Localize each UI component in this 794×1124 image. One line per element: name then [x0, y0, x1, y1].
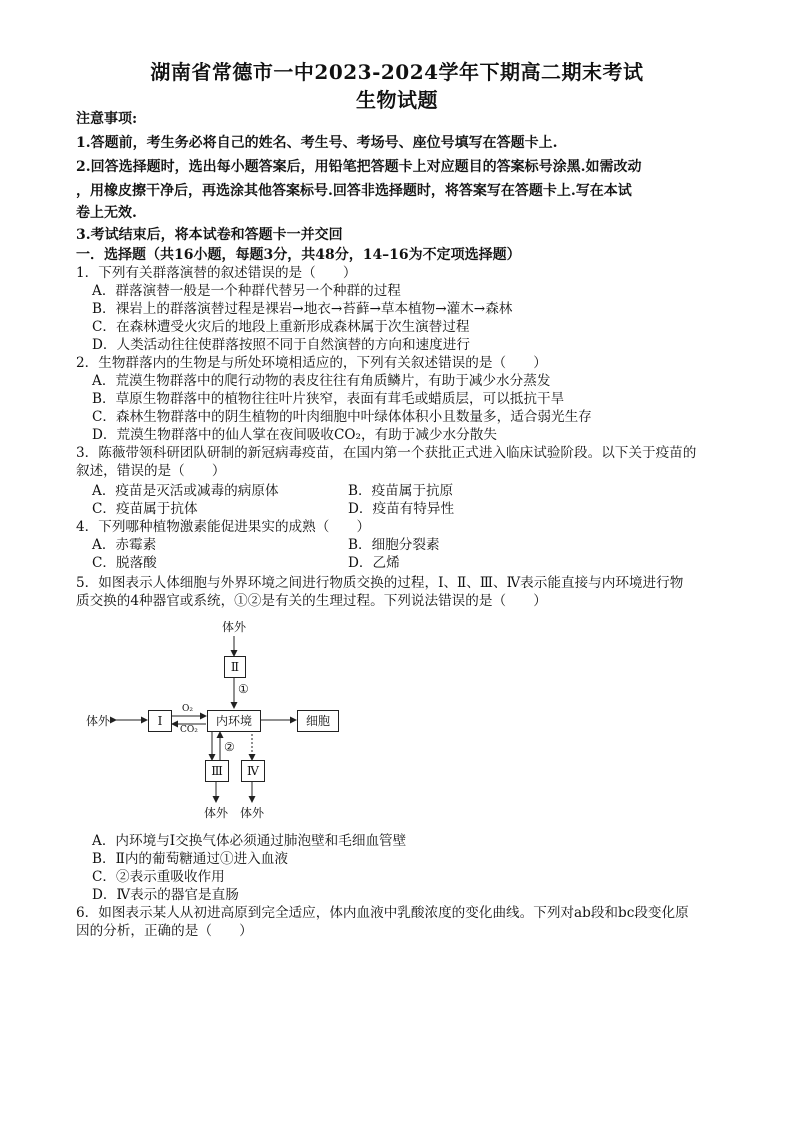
question-2-option-b: B．草原生物群落中的植物往往叶片狭窄，表面有茸毛或蜡质层，可以抵抗干旱 [92, 391, 565, 407]
note-item: ，用橡皮擦干净后，再选涂其他答案标号.回答非选择题时，将答案写在答题卡上.写在本试 [76, 183, 632, 199]
question-6-stem-cont: 因的分析，正确的是（ ） [76, 923, 253, 939]
question-3-option-b: B．疫苗属于抗原 [348, 483, 454, 499]
note-item: 3.考试结束后，将本试卷和答题卡一并交回 [76, 227, 343, 243]
notes-heading: 注意事项: [76, 111, 138, 127]
cell-box: 细胞 [297, 710, 339, 732]
o2-label: O₂ [182, 704, 193, 714]
question-4-stem: 4．下列哪种植物激素能促进果实的成熟（ ） [76, 519, 371, 535]
box-iv: Ⅳ [241, 760, 265, 782]
outside-label-bottom-left: 体外 [204, 806, 229, 820]
question-1-option-a: A．群落演替一般是一个种群代替另一个种群的过程 [92, 283, 401, 299]
question-2-option-d: D．荒漠生物群落中的仙人掌在夜间吸收CO₂，有助于减少水分散失 [92, 427, 497, 443]
question-6-stem: 6．如图表示某人从初进高原到完全适应，体内血液中乳酸浓度的变化曲线。下列对ab段和bc段变化原 [76, 905, 689, 921]
question-3-stem: 3．陈薇带领科研团队研制的新冠病毒疫苗，在国内第一个获批正式进入临床试验阶段。以下关于疫苗的 [76, 445, 697, 461]
question-4-option-c: C．脱落酸 [92, 555, 157, 571]
question-4-option-d: D．乙烯 [348, 555, 400, 571]
question-5-stem-cont: 质交换的4种器官或系统，①②是有关的生理过程。下列说法错误的是（ ） [76, 593, 547, 609]
question-1-option-c: C．在森林遭受火灾后的地段上重新形成森林属于次生演替过程 [92, 319, 470, 335]
question-1-stem: 1．下列有关群落演替的叙述错误的是（ ） [76, 265, 357, 281]
exam-subject-title: 生物试题 [356, 88, 438, 112]
box-i: Ⅰ [148, 710, 172, 732]
outside-label-bottom-right: 体外 [240, 806, 265, 820]
question-5-option-b: B．Ⅱ内的葡萄糖通过①进入血液 [92, 851, 288, 867]
question-4-option-b: B．细胞分裂素 [348, 537, 440, 553]
exam-title: 湖南省常德市一中2023-2024学年下期高二期末考试 [150, 60, 644, 84]
q5-exchange-diagram [80, 614, 440, 826]
question-3-option-c: C．疫苗属于抗体 [92, 501, 198, 517]
outside-label-top: 体外 [222, 620, 247, 634]
inner-environment-box: 内环境 [207, 710, 261, 732]
question-2-option-a: A．荒漠生物群落中的爬行动物的表皮往往有角质鳞片，有助于减少水分蒸发 [92, 373, 551, 389]
section-heading: 一．选择题（共16小题，每题3分，共48分，14–16为不定项选择题） [76, 247, 521, 263]
process-2-label: ② [224, 740, 235, 754]
question-5-option-c: C．②表示重吸收作用 [92, 869, 225, 885]
box-iii: Ⅲ [205, 760, 229, 782]
box-ii: Ⅱ [224, 656, 246, 678]
process-1-label: ① [238, 682, 249, 696]
note-item: 1.答题前，考生务必将自己的姓名、考生号、考场号、座位号填写在答题卡上. [76, 135, 558, 151]
outside-label-left: 体外 [86, 714, 111, 728]
co2-label: CO₂ [180, 725, 198, 735]
question-1-option-b: B．裸岩上的群落演替过程是裸岩→地衣→苔藓→草本植物→灌木→森林 [92, 301, 513, 317]
question-1-option-d: D．人类活动往往使群落按照不同于自然演替的方向和速度进行 [92, 337, 470, 353]
question-5-stem: 5．如图表示人体细胞与外界环境之间进行物质交换的过程，Ⅰ、Ⅱ、Ⅲ、Ⅳ表示能直接与内环境进行物 [76, 575, 684, 591]
question-3-option-a: A．疫苗是灭活或减毒的病原体 [92, 483, 279, 499]
question-5-option-d: D．Ⅳ表示的器官是直肠 [92, 887, 239, 903]
question-3-stem-cont: 叙述，错误的是（ ） [76, 463, 226, 479]
question-2-stem: 2．生物群落内的生物是与所处环境相适应的，下列有关叙述错误的是（ ） [76, 355, 547, 371]
question-2-option-c: C．森林生物群落中的阴生植物的叶肉细胞中叶绿体体积小且数量多，适合弱光生存 [92, 409, 592, 425]
question-4-option-a: A．赤霉素 [92, 537, 157, 553]
question-5-option-a: A．内环境与Ⅰ交换气体必须通过肺泡壁和毛细血管壁 [92, 833, 407, 849]
note-item: 2.回答选择题时，选出每小题答案后，用铅笔把答题卡上对应题目的答案标号涂黑.如需改动 [76, 159, 642, 175]
note-item: 卷上无效. [76, 205, 137, 221]
question-3-option-d: D．疫苗有特异性 [348, 501, 455, 517]
